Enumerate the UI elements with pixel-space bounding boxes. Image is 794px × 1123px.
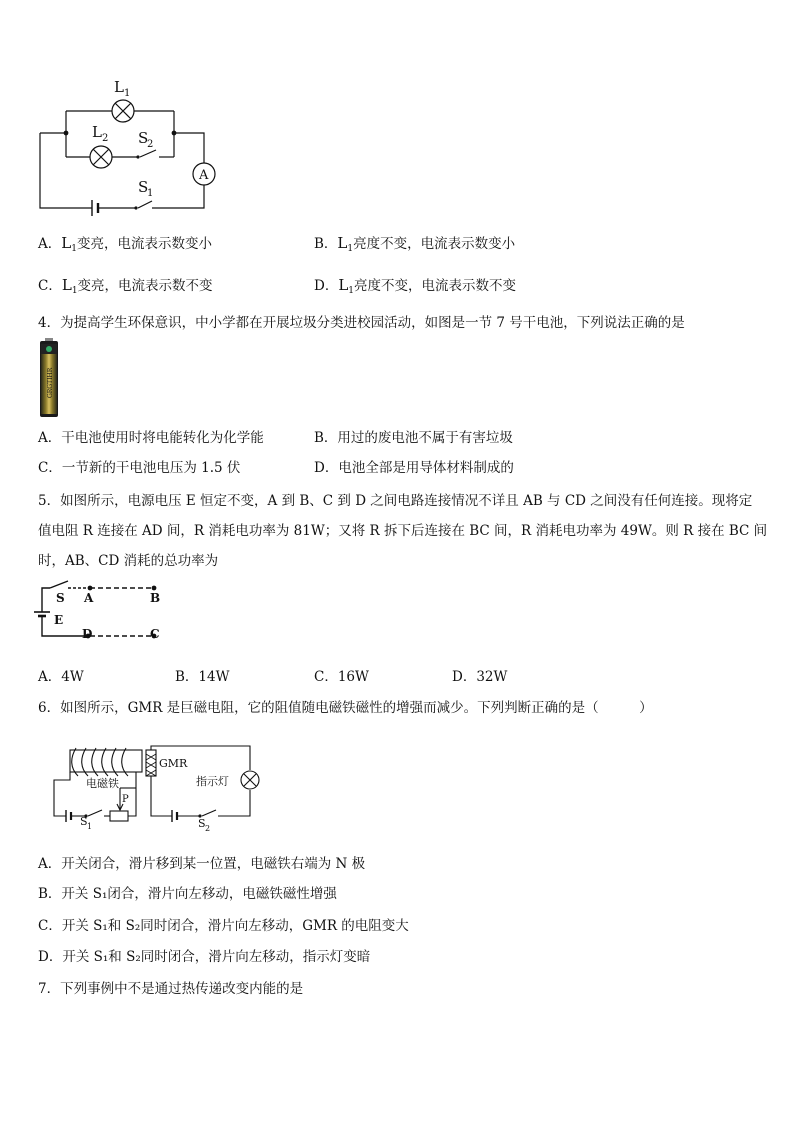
- svg-text:电磁铁: 电磁铁: [86, 777, 119, 790]
- q4-option-b: B．用过的废电池不属于有害垃圾: [314, 430, 513, 446]
- svg-text:GRGTIHR: GRGTIHR: [47, 367, 54, 398]
- svg-text:P: P: [122, 794, 129, 805]
- q3-option-b: B．$L_1$亮度不变，电流表示数变小: [314, 234, 516, 254]
- svg-text:D: D: [82, 627, 93, 641]
- q4-option-a: A．干电池使用时将电能转化为化学能: [38, 430, 264, 446]
- q6-option-d: D．开关 S₁和 S₂同时闭合，滑片向左移动，指示灯变暗: [38, 949, 371, 965]
- q4-option-c: C．一节新的干电池电压为 1.5 伏: [38, 460, 241, 476]
- svg-text:L: L: [92, 123, 102, 141]
- lamp-l2-icon: [90, 146, 112, 168]
- svg-text:L: L: [114, 78, 124, 96]
- svg-text:2: 2: [102, 133, 109, 144]
- q6-stem: 6．如图所示，GMR 是巨磁电阻，它的阻值随电磁铁磁性的增强而减少。下列判断正确的是（ ）: [38, 700, 653, 716]
- q5-option-a: A．4W: [38, 669, 84, 685]
- svg-text:1: 1: [147, 188, 154, 199]
- svg-text:2: 2: [147, 139, 154, 150]
- circuit-diagram-5: [30, 578, 180, 648]
- svg-text:S: S: [138, 129, 149, 147]
- svg-text:2: 2: [205, 824, 211, 833]
- svg-text:指示灯: 指示灯: [196, 775, 229, 788]
- svg-text:1: 1: [124, 88, 131, 99]
- q5-stem-line-3: 时，AB、CD 消耗的总功率为: [38, 553, 219, 569]
- q5-stem-line-1: 5．如图所示，电源电压 E 恒定不变，A 到 B、C 到 D 之间电路连接情况不详且 AB 与 CD 之间没有任何连接。现将定: [38, 493, 753, 509]
- svg-text:1: 1: [87, 822, 93, 831]
- battery-image: [38, 338, 60, 418]
- svg-text:S: S: [198, 817, 206, 830]
- q5-option-b: B．14W: [175, 669, 230, 685]
- svg-text:C: C: [150, 627, 160, 641]
- gmr-circuit-diagram: [40, 740, 260, 835]
- q6-option-a: A．开关闭合，滑片移到某一位置，电磁铁右端为 N 极: [38, 856, 366, 872]
- svg-text:S: S: [138, 178, 149, 196]
- q7-stem: 7．下列事例中不是通过热传递改变内能的是: [38, 981, 304, 997]
- circuit-diagram-1: [0, 0, 260, 225]
- q5-option-c: C．16W: [314, 669, 369, 685]
- q3-option-a: A．$L_1$变亮，电流表示数变小: [38, 234, 212, 254]
- q5-option-d: D．32W: [452, 669, 508, 685]
- q6-option-c: C．开关 S₁和 S₂同时闭合，滑片向左移动，GMR 的电阻变大: [38, 918, 409, 934]
- svg-text:S: S: [56, 591, 65, 605]
- q3-option-c: C．$L_1$变亮，电流表示数不变: [38, 276, 213, 296]
- q4-option-d: D．电池全部是用导体材料制成的: [314, 460, 514, 476]
- indicator-lamp-icon: [241, 771, 259, 789]
- q4-stem: 4．为提高学生环保意识，中小学都在开展垃圾分类进校园活动，如图是一节 7 号干电池，下列说法正确的是: [38, 315, 685, 331]
- q6-option-b: B．开关 S₁闭合，滑片向左移动，电磁铁磁性增强: [38, 886, 337, 902]
- svg-text:B: B: [150, 591, 161, 605]
- svg-text:GMR: GMR: [159, 757, 188, 770]
- svg-text:S: S: [80, 815, 88, 828]
- svg-text:E: E: [54, 613, 64, 627]
- q3-option-d: D．$L_1$亮度不变，电流表示数不变: [314, 276, 517, 296]
- q5-stem-line-2: 值电阻 R 连接在 AD 间，R 消耗电功率为 81W；又将 R 拆下后连接在 BC 间，R 消耗电功率为 49W。则 R 接在 BC 间: [38, 523, 768, 539]
- svg-text:A: A: [84, 591, 94, 605]
- lamp-l1-icon: [112, 100, 134, 122]
- ammeter-label: A: [199, 168, 209, 183]
